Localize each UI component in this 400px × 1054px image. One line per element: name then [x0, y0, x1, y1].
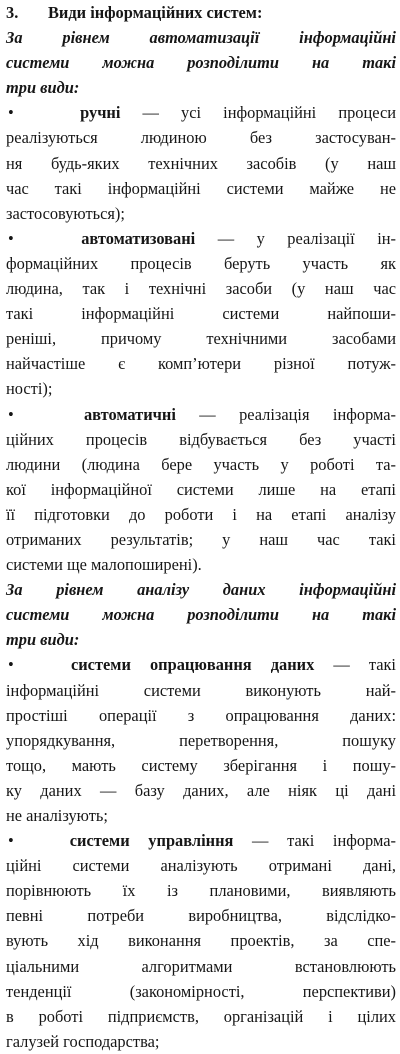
list-item-first-line	[6, 226, 396, 251]
item-term: системи опрацювання даних	[70, 655, 315, 675]
item-line: такі інформаційні системи найпоши-	[6, 304, 396, 324]
item-line: людина, так і технічні засоби (у наш час	[6, 279, 396, 299]
item-line: реалізуються людиною без застосуван-	[6, 128, 396, 148]
item-line: в роботі підприємств, організацій і цілих	[6, 1006, 396, 1026]
bullet: •	[8, 103, 14, 123]
item-text: — такі	[314, 655, 396, 675]
item-line: певні потреби виробництва, відслідко-	[6, 906, 396, 926]
item-line: застосовуються);	[6, 203, 125, 223]
list-item-data-processing	[6, 652, 396, 828]
item-line: ня будь-яких технічних засобів (у наш	[6, 153, 396, 173]
bullet: •	[8, 404, 14, 424]
list-item-first-line	[6, 402, 396, 427]
intro-line: три види:	[6, 630, 80, 650]
item-line: отриманих результатів; у наш час такі	[6, 529, 396, 549]
item-line: ціальними алгоритмами встановлюють	[6, 956, 396, 976]
item-line: людини (людина бере участь у роботі та-	[6, 454, 396, 474]
bullet: •	[8, 655, 14, 675]
item-line: час такі інформаційні системи майже не	[6, 178, 396, 198]
list-item-automatic	[6, 402, 396, 578]
item-term: автоматизовані	[81, 228, 196, 248]
item-term: автоматичні	[83, 404, 176, 424]
document-page	[6, 0, 396, 1054]
list-item-first-line	[6, 652, 396, 677]
item-line: галузей господарства;	[6, 1031, 160, 1051]
item-line: ційних процесів відбувається без участі	[6, 429, 396, 449]
list-item-automated	[6, 226, 396, 402]
item-line: кої інформаційної системи лише на етапі	[6, 479, 396, 499]
section-heading	[6, 0, 396, 25]
item-text: — такі інформа-	[233, 831, 397, 851]
item-line: простіші операції з опрацювання даних:	[6, 705, 396, 725]
list-item-first-line	[6, 828, 396, 853]
item-line: її підготовки до роботи і на етапі аналізу	[6, 504, 396, 524]
bullet: •	[8, 228, 14, 248]
item-line: системи ще малопоширені).	[6, 555, 202, 575]
item-line: інформаційні системи виконують най-	[6, 680, 396, 700]
item-line: тенденції (закономірності, перспективи)	[6, 981, 396, 1001]
intro-line: За рівнем аналізу даних інформаційні	[6, 580, 396, 600]
intro-automation	[6, 25, 396, 100]
list-item-manual	[6, 100, 396, 225]
intro-line: системи можна розподілити на такі	[6, 605, 396, 625]
item-term: системи управління	[69, 831, 234, 851]
item-line: не аналізують;	[6, 806, 108, 825]
intro-analysis	[6, 577, 396, 652]
intro-line: три види:	[6, 78, 80, 98]
item-text: — у реалізації ін-	[195, 228, 396, 248]
item-line: ності);	[6, 379, 53, 399]
bullet: •	[8, 831, 14, 851]
item-line: упорядкування, перетворення, пошуку	[6, 730, 396, 750]
section-title: Види інформаційних систем:	[48, 3, 263, 22]
list-item-first-line	[6, 100, 396, 125]
intro-line: системи можна розподілити на такі	[6, 53, 396, 73]
item-line: ційні системи аналізують отримані дані,	[6, 856, 396, 876]
section-number: 3.	[6, 3, 19, 22]
intro-line: За рівнем автоматизації інформаційні	[6, 28, 396, 48]
item-line: тощо, мають систему зберігання і пошу-	[6, 755, 396, 775]
item-line: формаційних процесів беруть участь як	[6, 253, 396, 273]
item-term: ручні	[80, 103, 121, 123]
item-line: вують хід виконання проектів, за спе-	[6, 931, 396, 951]
item-text: — усі інформаційні процеси	[120, 103, 397, 123]
item-line: найчастіше є комп’ютери різної потуж-	[6, 354, 396, 374]
item-line: порівнюють їх із плановими, виявляють	[6, 881, 396, 901]
item-line: реніші, причому технічними засобами	[6, 329, 396, 349]
list-item-management	[6, 828, 396, 1054]
item-line: ку даних — базу даних, але ніяк ці дані	[6, 780, 396, 800]
item-text: — реалізація інформа-	[175, 404, 397, 424]
